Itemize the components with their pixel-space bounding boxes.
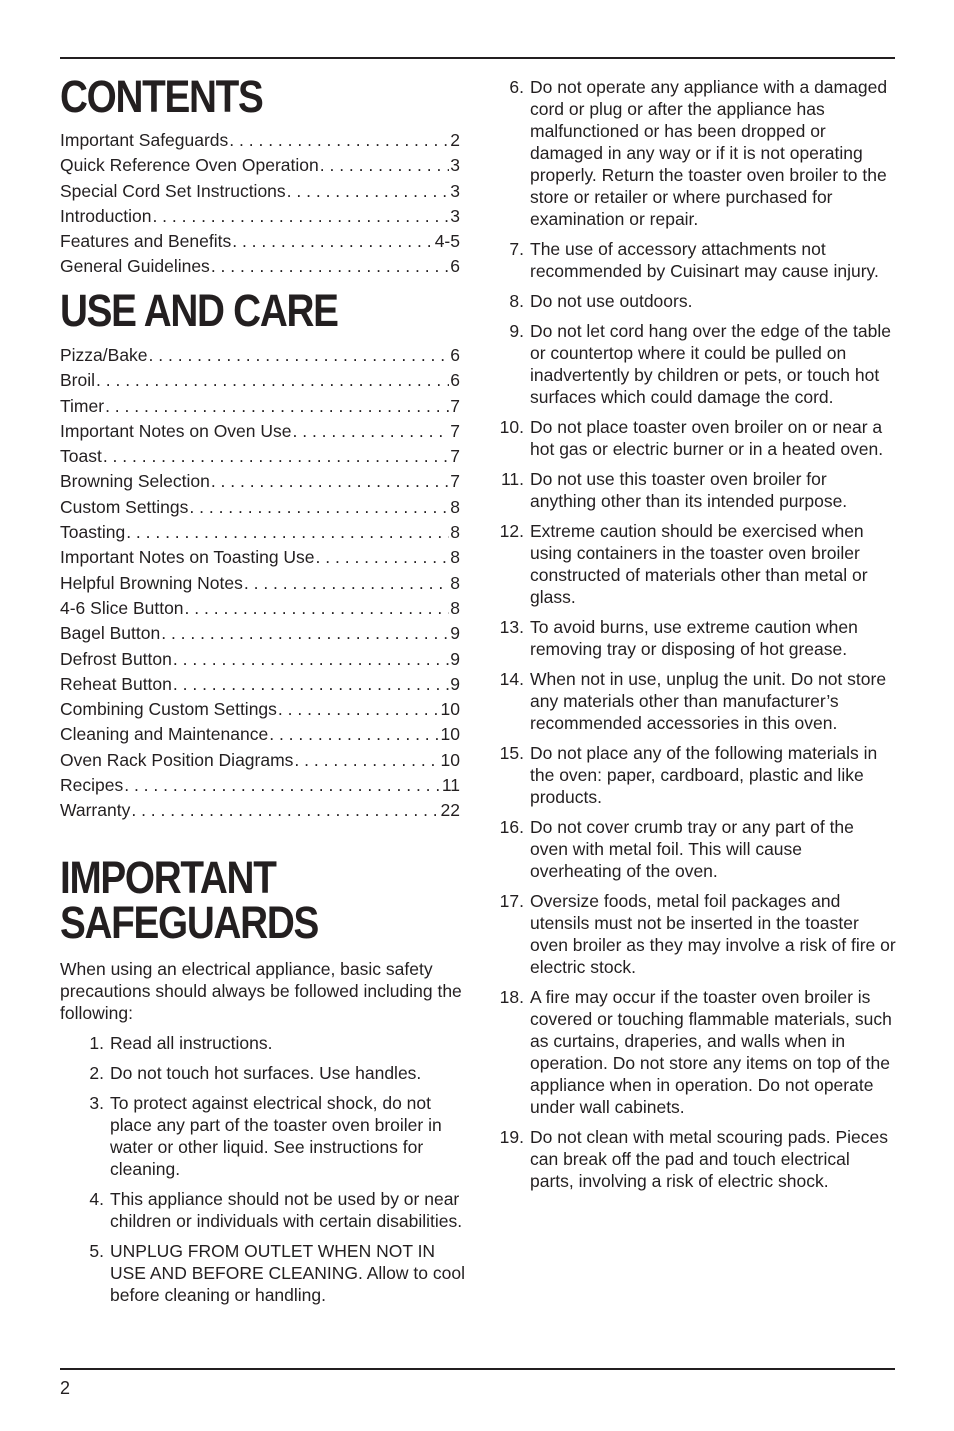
safeguards-list-right xyxy=(498,76,896,1192)
toc-entry[interactable]: Special Cord Set Instructions . . . 3 xyxy=(60,179,460,204)
safeguard-item: 5. UNPLUG FROM OUTLET WHEN NOT IN USE AND BEFORE CLEANING. Allow to cool before cleaning or handling. xyxy=(89,1241,465,1305)
safeguards-intro: When using an electrical appliance, basic safety precautions should always be followed including the following: xyxy=(60,959,462,1023)
safeguard-item: 12. Extreme caution should be exercised when using containers in the toaster oven broiler constructed of materials other than metal or glass. xyxy=(499,521,868,607)
toc-entry[interactable]: Warranty . . . 22 xyxy=(60,798,460,823)
toc-entry[interactable]: Quick Reference Oven Operation . . . 3 xyxy=(60,153,460,178)
top-rule xyxy=(60,57,895,59)
toc-entry[interactable]: 4-6 Slice Button . . . 8 xyxy=(60,596,460,621)
contents-list xyxy=(60,128,460,280)
heading-line-1: IMPORTANT xyxy=(60,852,276,903)
toc-entry[interactable]: Defrost Button . . . 9 xyxy=(60,647,460,672)
toc-entry[interactable]: Important Safeguards . . . 2 xyxy=(60,128,460,153)
right-column xyxy=(498,76,896,1200)
toc-entry[interactable]: General Guidelines . . . 6 xyxy=(60,254,460,279)
toc-entry[interactable]: Pizza/Bake . . . 6 xyxy=(60,343,460,368)
toc-entry[interactable]: Reheat Button . . . 9 xyxy=(60,672,460,697)
safeguard-item: 1. Read all instructions. xyxy=(89,1033,273,1053)
toc-entry[interactable]: Helpful Browning Notes . . . 8 xyxy=(60,571,460,596)
toc-entry[interactable]: Introduction . . . 3 xyxy=(60,204,460,229)
bottom-rule xyxy=(60,1368,895,1370)
safeguard-item: 8. Do not use outdoors. xyxy=(509,291,693,311)
toc-entry[interactable]: Custom Settings . . . 8 xyxy=(60,495,460,520)
contents-heading: CONTENTS xyxy=(60,71,263,122)
safeguard-item: 9. Do not let cord hang over the edge of the table or countertop where it could be pulled on inadvertently by children or pets, or touch hot surfaces which could damage the cord. xyxy=(509,321,891,407)
safeguard-item: 19. Do not clean with metal scouring pads. Pieces can break off the pad and touch electrical parts, involving a risk of electric shock. xyxy=(499,1127,888,1191)
toc-entry[interactable]: Cleaning and Maintenance . . . 10 xyxy=(60,722,460,747)
safeguard-item: 15. Do not place any of the following materials in the oven: paper, cardboard, plastic and like products. xyxy=(499,743,878,807)
toc-entry[interactable]: Recipes . . . 11 xyxy=(60,773,460,798)
use-and-care-list xyxy=(60,343,460,824)
safeguard-item: 17. Oversize foods, metal foil packages and utensils must not be inserted in the toaster oven broiler as they may involve a risk of fire or electric stock. xyxy=(499,891,896,977)
toc-entry[interactable]: Oven Rack Position Diagrams . . . 10 xyxy=(60,748,460,773)
toc-entry[interactable]: Toast . . . 7 xyxy=(60,444,460,469)
use-and-care-heading: USE AND CARE xyxy=(60,285,338,336)
safeguard-item: 3. To protect against electrical shock, do not place any part of the toaster oven broiler in water or other liquid. See instructions for cleaning. xyxy=(89,1093,442,1179)
toc-entry[interactable]: Bagel Button . . . 9 xyxy=(60,621,460,646)
safeguards-list-left xyxy=(78,1032,470,1314)
important-safeguards-heading xyxy=(60,852,319,948)
toc-entry[interactable]: Important Notes on Toasting Use . . . 8 xyxy=(60,545,460,570)
toc-entry[interactable]: Important Notes on Oven Use . . . 7 xyxy=(60,419,460,444)
toc-entry[interactable]: Toasting . . . 8 xyxy=(60,520,460,545)
toc-entry[interactable]: Combining Custom Settings . . . 10 xyxy=(60,697,460,722)
safeguard-item: 10. Do not place toaster oven broiler on or near a hot gas or electric burner or in a heated oven. xyxy=(499,417,884,459)
safeguard-item: 16. Do not cover crumb tray or any part of the oven with metal foil. This will cause overheating of the oven. xyxy=(499,817,854,881)
toc-entry[interactable]: Features and Benefits . . . 4-5 xyxy=(60,229,460,254)
page-number: 2 xyxy=(60,1378,71,1398)
heading-line-2: SAFEGUARDS xyxy=(60,897,319,948)
safeguard-item: 7. The use of accessory attachments not recommended by Cuisinart may cause injury. xyxy=(509,239,879,281)
safeguard-item: 13. To avoid burns, use extreme caution when removing tray or disposing of hot grease. xyxy=(499,617,858,659)
toc-entry[interactable]: Broil . . . 6 xyxy=(60,368,460,393)
toc-entry[interactable]: Timer . . . 7 xyxy=(60,394,460,419)
safeguard-item: 11. Do not use this toaster oven broiler for anything other than its intended purpose. xyxy=(500,469,848,511)
safeguard-item: 2. Do not touch hot surfaces. Use handles. xyxy=(89,1063,422,1083)
safeguard-item: 14. When not in use, unplug the unit. Do not store any materials other than manufacturer’s recommended accessories in this oven. xyxy=(499,669,887,733)
safeguard-item: 18. A fire may occur if the toaster oven broiler is covered or touching flammable materials, such as curtains, draperies, and walls when in operation. Do not store any items on top of the appliance when in operation. Do not operate under wall cabinets. xyxy=(499,987,892,1117)
safeguard-item: 4. This appliance should not be used by or near children or individuals with certain disabilities. xyxy=(89,1189,463,1231)
toc-entry[interactable]: Browning Selection . . . 7 xyxy=(60,469,460,494)
safeguard-item: 6. Do not operate any appliance with a damaged cord or plug or after the appliance has malfunctioned or has been dropped or damaged in any way or if it is not operating properly. Return the toaster oven broiler to the store or retailer or where purchased for examination or repair. xyxy=(509,77,888,229)
